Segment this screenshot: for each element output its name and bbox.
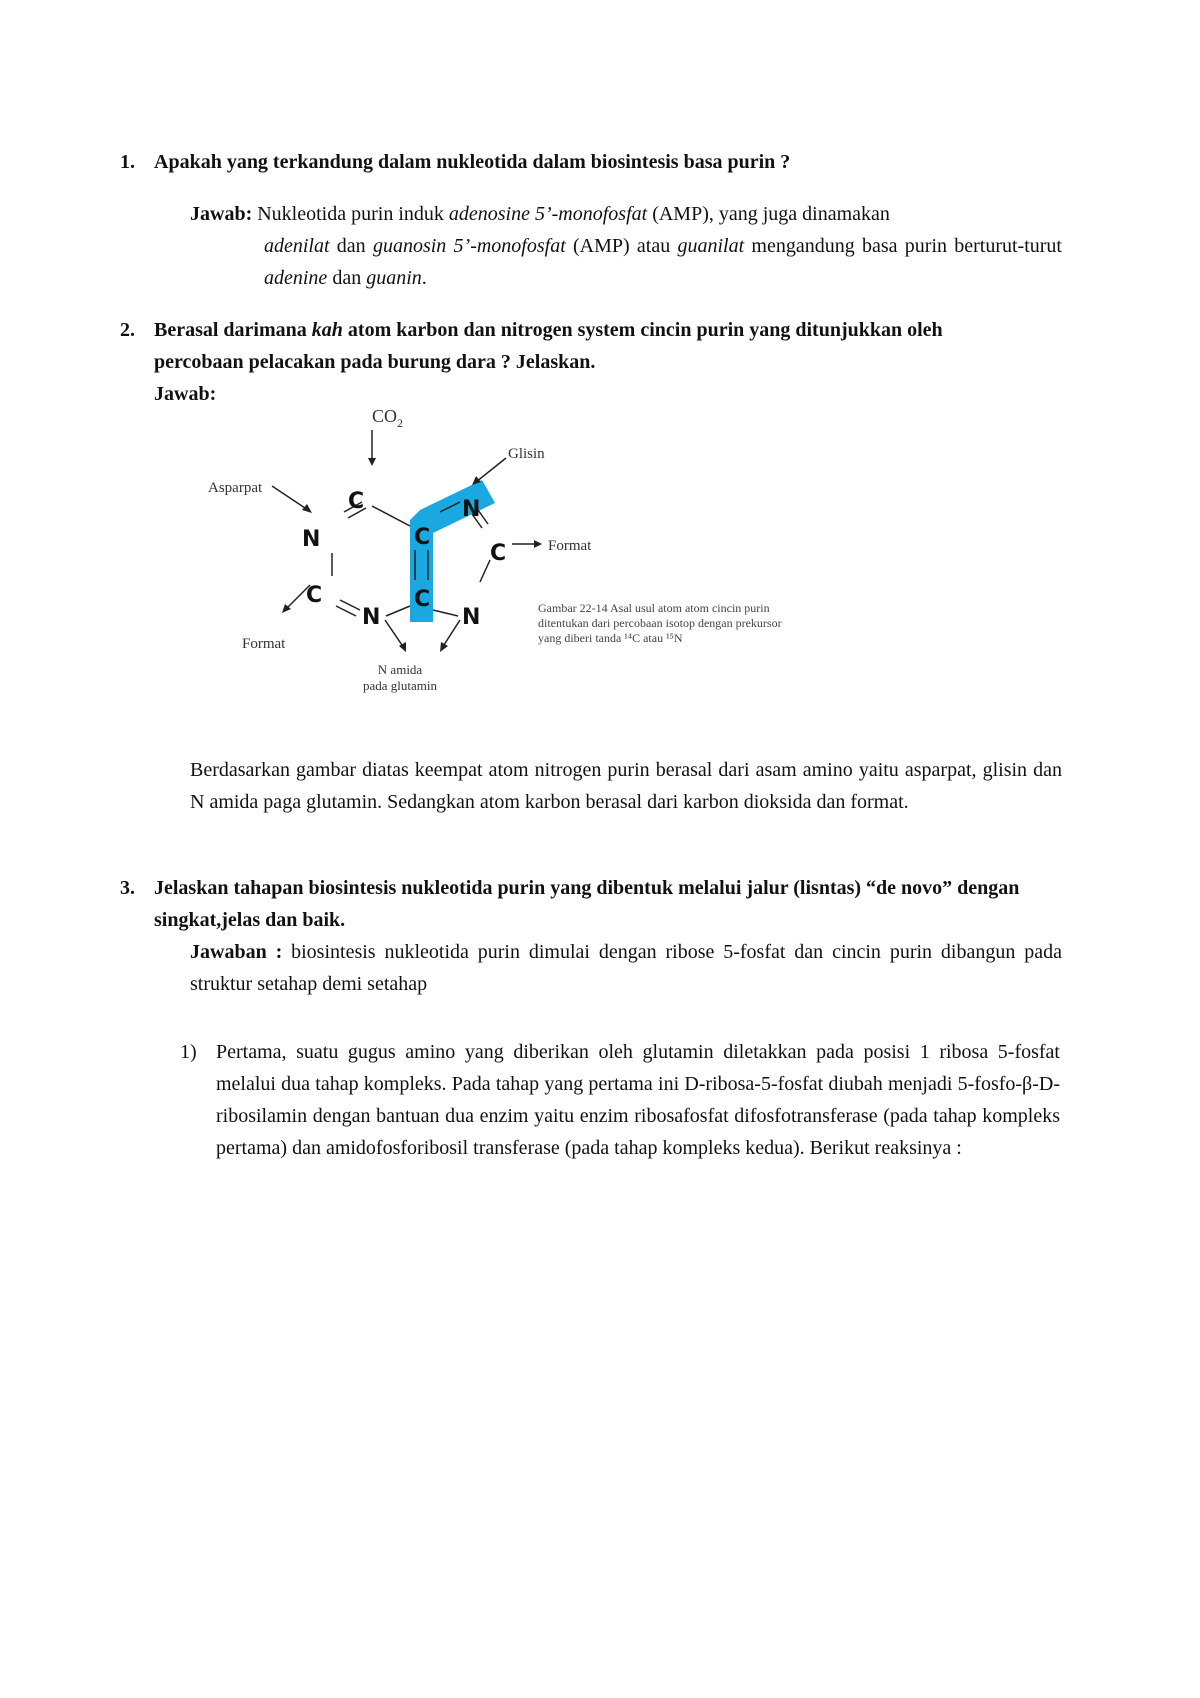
question-2-number: 2.	[120, 319, 135, 341]
question-1-text: Apakah yang terkandung dalam nukleotida dalam biosintesis basa purin ?	[154, 151, 791, 173]
answer-1-term: guanin	[366, 267, 422, 289]
question-2-text: Berasal darimana	[154, 319, 312, 341]
atom-c: C	[414, 525, 431, 550]
answer-1	[190, 198, 1062, 230]
question-2	[120, 314, 974, 378]
question-1	[120, 146, 1059, 178]
atom-n: N	[462, 605, 481, 630]
answer-1-continued	[264, 230, 1062, 294]
atom-n: N	[302, 527, 321, 552]
atom-c: C	[348, 489, 365, 514]
answer-1-text: mengandung basa purin berturut-turut	[744, 235, 1062, 257]
co2-label: $CO_2$	[372, 406, 404, 430]
answer-2-explanation: Berdasarkan gambar diatas keempat atom nitrogen purin berasal dari asam amino yaitu asparpat, glisin dan N amida paga glutamin. Sedangkan atom karbon berasal dari karbon dioksida dan format.	[190, 759, 1062, 813]
question-3-text: Jelaskan tahapan biosintesis nukleotida purin yang dibentuk melalui jalur (lisntas) “de novo” dengan singkat,jelas dan baik.	[154, 877, 1020, 931]
step-number: 1)	[180, 1041, 197, 1063]
glisin-label: Glisin	[508, 446, 545, 462]
step-text: Pertama, suatu gugus amino yang diberikan oleh glutamin diletakkan pada posisi 1 ribosa 5-fosfat melalui dua tahap kompleks. Pada tahap yang pertama ini D-ribosa-5-fosfat diubah menjadi 5-fosfo-β-D-ribosilamin dengan bantuan dua enzim yaitu enzim ribosafosfat difosfotransferase (pada tahap kompleks pertama) dan amidofosforibosil transferase (pada tahap kompleks kedua). Berikut reaksinya :	[216, 1041, 1060, 1159]
answer-1-text: Nukleotida purin induk	[252, 203, 449, 225]
n-amida-label: N amida	[377, 662, 423, 677]
answer-1-term: adenosine 5’-monofosfat	[448, 203, 648, 225]
figure-caption: yang diberi tanda ¹⁴C atau ¹⁵N	[538, 631, 683, 645]
question-2-text: atom karbon dan nitrogen system cincin purin yang ditunjukkan oleh percobaan pelacakan pada burung dara ? Jelaskan.	[154, 319, 943, 373]
question-3-number: 3.	[120, 877, 135, 899]
answer-1-text: dan	[329, 235, 373, 257]
answer-3-label: Jawaban :	[190, 941, 283, 963]
answer-1-text: (AMP) atau	[565, 235, 678, 257]
n-amida-label: pada glutamin	[362, 678, 438, 693]
figure-caption: Gambar 22-14 Asal usul atom atom cincin purin	[538, 601, 770, 615]
question-1-number: 1.	[120, 151, 135, 173]
format-left-label: Format	[242, 636, 286, 652]
answer-1-term: guanosin 5’-monofosfat	[372, 235, 566, 257]
answer-1-label: Jawab:	[190, 203, 253, 225]
atom-c: C	[490, 541, 507, 566]
atom-c: C	[414, 587, 431, 612]
answer-1-term: guanilat	[677, 235, 745, 257]
asparpat-label: Asparpat	[208, 480, 263, 496]
question-2-emphasis: kah	[311, 319, 343, 341]
atom-n: N	[362, 605, 381, 630]
question-3	[120, 872, 1059, 936]
atom-c: C	[306, 583, 323, 608]
answer-1-term: adenine	[264, 267, 328, 289]
answer-1-text: .	[421, 267, 427, 289]
answer-2-label: Jawab:	[154, 383, 217, 405]
figure-caption: ditentukan dari percobaan isotop dengan prekursor	[538, 616, 782, 630]
answer-1-text: dan	[327, 267, 367, 289]
purine-origin-figure	[190, 406, 910, 720]
atom-n: N	[462, 497, 481, 522]
format-right-label: Format	[548, 538, 592, 554]
answer-3	[190, 936, 1062, 1000]
answer-3-text: biosintesis nukleotida purin dimulai dengan ribose 5-fosfat dan cincin purin dibangun pada struktur setahap demi setahap	[190, 941, 1062, 995]
answer-1-text: (AMP), yang juga dinamakan	[647, 203, 890, 225]
answer-1-term: adenilat	[264, 235, 330, 257]
